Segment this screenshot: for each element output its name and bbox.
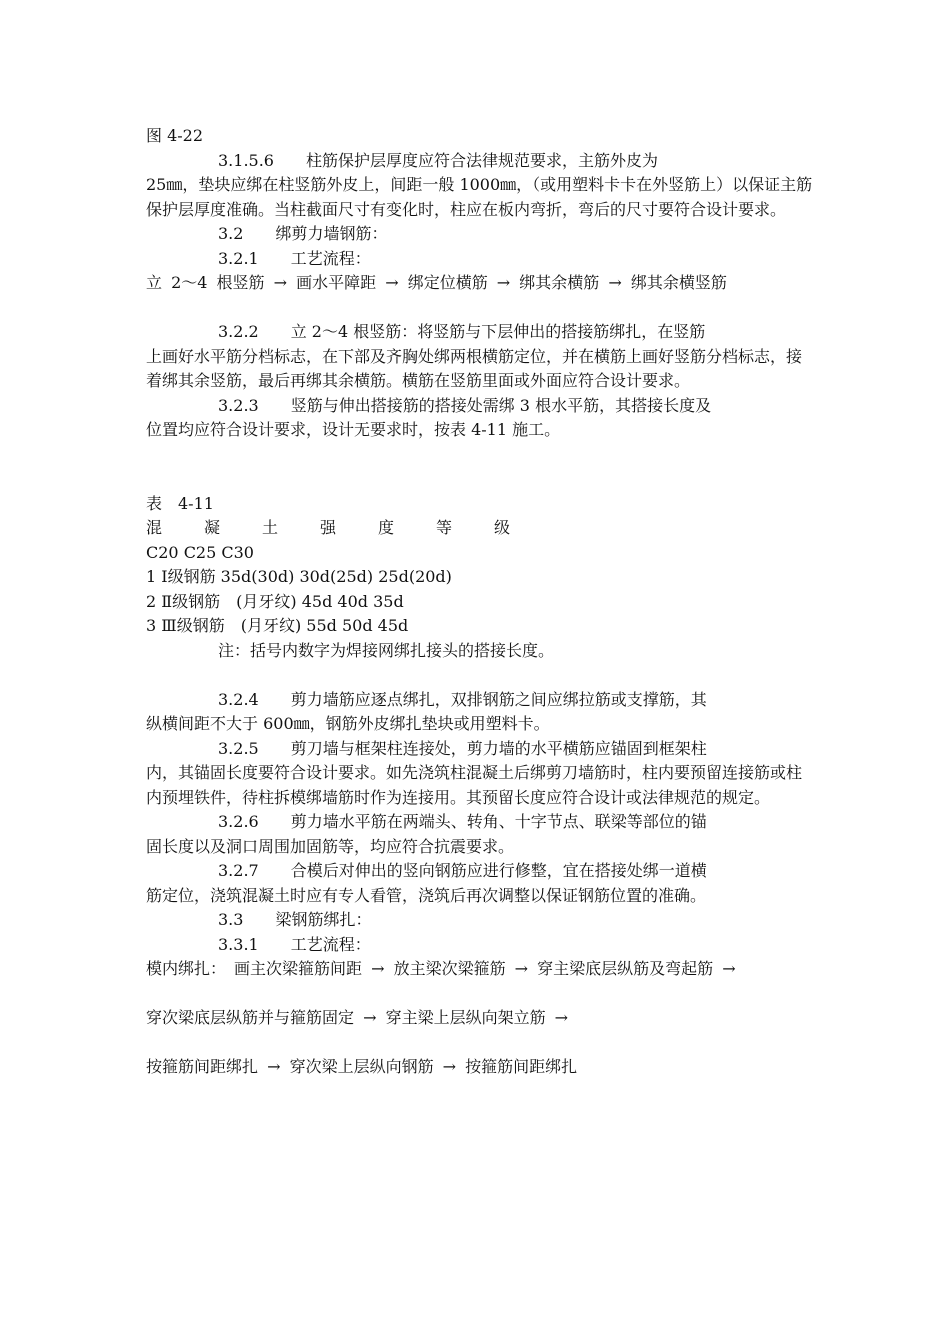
table-label: 表 4-11 (146, 493, 214, 513)
header-char: 强 (320, 518, 337, 537)
header-char: 度 (378, 518, 395, 537)
document-page (146, 124, 816, 1080)
paragraph-body: 25㎜，垫块应绑在柱竖筋外皮上，间距一般 1000㎜，（或用塑料卡卡在外竖筋上）以保证主筋保护层厚度准确。当柱截面尺寸有变化时，柱应在板内弯折，弯后的尺寸要符合设计要求。 (146, 175, 813, 219)
blank-line (146, 296, 816, 321)
paragraph-body: 上画好水平筋分档标志，在下部及齐胸处绑两根横筋定位，并在横筋上画好竖筋分档标志，接着绑其余竖筋，最后再绑其余横筋。横筋在竖筋里面或外面应符合设计要求。 (146, 346, 803, 390)
flow-line: 穿次梁底层纵筋并与箍筋固定 → 穿主梁上层纵向架立筋 → (146, 1008, 569, 1027)
heading-3-2-1: 3.2.1 工艺流程： (218, 248, 371, 268)
paragraph-body: 筋定位，浇筑混凝土时应有专人看管，浇筑后再次调整以保证钢筋位置的准确。 (146, 885, 707, 905)
paragraph-first-line: 3.2.7 合模后对伸出的竖向钢筋应进行修整，宜在搭接处绑一道横 (218, 861, 707, 880)
figure-label: 图 4-22 (146, 126, 204, 145)
paragraph-body: 内，其锚固长度要符合设计要求。如先浇筑柱混凝土后绑剪刀墙筋时，柱内要预留连接筋或柱内预埋铁件，待柱拆模绑墙筋时作为连接用。其预留长度应符合设计或法律规范的规定。 (146, 763, 803, 807)
paragraph-first-line: 3.2.2 立 2～4 根竖筋：将竖筋与下层伸出的搭接筋绑扎，在竖筋 (218, 322, 706, 341)
header-char: 级 (494, 518, 511, 537)
heading-3-3: 3.3 梁钢筋绑扎： (218, 910, 372, 929)
flow-line: 按箍筋间距绑扎 → 穿次梁上层纵向钢筋 → 按箍筋间距绑扎 (146, 1057, 578, 1076)
paragraph-first-line: 3.2.6 剪力墙水平筋在两端头、转角、十字节点、联梁等部位的锚 (218, 812, 707, 831)
flow-line: 模内绑扎： 画主次梁箍筋间距 → 放主梁次梁箍筋 → 穿主梁底层纵筋及弯起筋 → (146, 959, 736, 978)
paragraph-3-2-7 (146, 859, 816, 908)
header-char: 土 (262, 518, 279, 537)
paragraph-body: 纵横间距不大于 600㎜，钢筋外皮绑扎垫块或用塑料卡。 (146, 714, 550, 733)
heading-3-2: 3.2 绑剪力墙钢筋： (218, 224, 388, 243)
header-char: 凝 (204, 518, 221, 537)
table-grades-row: C20 C25 C30 (146, 542, 254, 562)
blank-line (146, 663, 816, 688)
paragraph-first-line: 3.2.3 竖筋与伸出搭接筋的搭接处需绑 3 根水平筋，其搭接长度及 (218, 395, 712, 415)
table-4-11 (146, 492, 816, 664)
paragraph-first-line: 3.2.4 剪力墙筋应逐点绑扎，双排钢筋之间应绑拉筋或支撑筋，其 (218, 689, 707, 709)
header-char: 等 (436, 518, 453, 537)
process-flow-3-3-1 (146, 957, 816, 1080)
paragraph-3-2-6 (146, 810, 816, 859)
process-flow-3-2-1: 立 2～4 根竖筋 → 画水平障距 → 绑定位横筋 → 绑其余横筋 → 绑其余横竖筋 (146, 273, 727, 292)
paragraph-3-1-5-6 (146, 149, 816, 223)
paragraph-3-2-5 (146, 737, 816, 811)
blank-line (146, 982, 816, 1007)
heading-3-3-1: 3.3.1 工艺流程： (218, 934, 371, 954)
table-row: 3 Ⅲ级钢筋 (月牙纹) 55d 50d 45d (146, 616, 409, 635)
table-note: 注：括号内数字为焊接网绑扎接头的搭接长度。 (218, 640, 555, 660)
paragraph-3-2-2 (146, 320, 816, 394)
paragraph-first-line: 3.1.5.6 柱筋保护层厚度应符合法律规范要求，主筋外皮为 (218, 150, 658, 170)
blank-line (146, 443, 816, 492)
table-row: 2 Ⅱ级钢筋 (月牙纹) 45d 40d 35d (146, 591, 404, 611)
table-header (146, 516, 816, 541)
table-row: 1 Ⅰ级钢筋 35d(30d) 30d(25d) 25d(20d) (146, 567, 452, 586)
blank-line (146, 1031, 816, 1056)
paragraph-body: 固长度以及洞口周围加固筋等，均应符合抗震要求。 (146, 836, 515, 856)
header-char: 混 (146, 518, 163, 537)
paragraph-body: 位置均应符合设计要求，设计无要求时，按表 4-11 施工。 (146, 420, 561, 439)
paragraph-first-line: 3.2.5 剪刀墙与框架柱连接处，剪力墙的水平横筋应锚固到框架柱 (218, 738, 707, 758)
paragraph-3-2-4 (146, 688, 816, 737)
paragraph-3-2-3 (146, 394, 816, 443)
